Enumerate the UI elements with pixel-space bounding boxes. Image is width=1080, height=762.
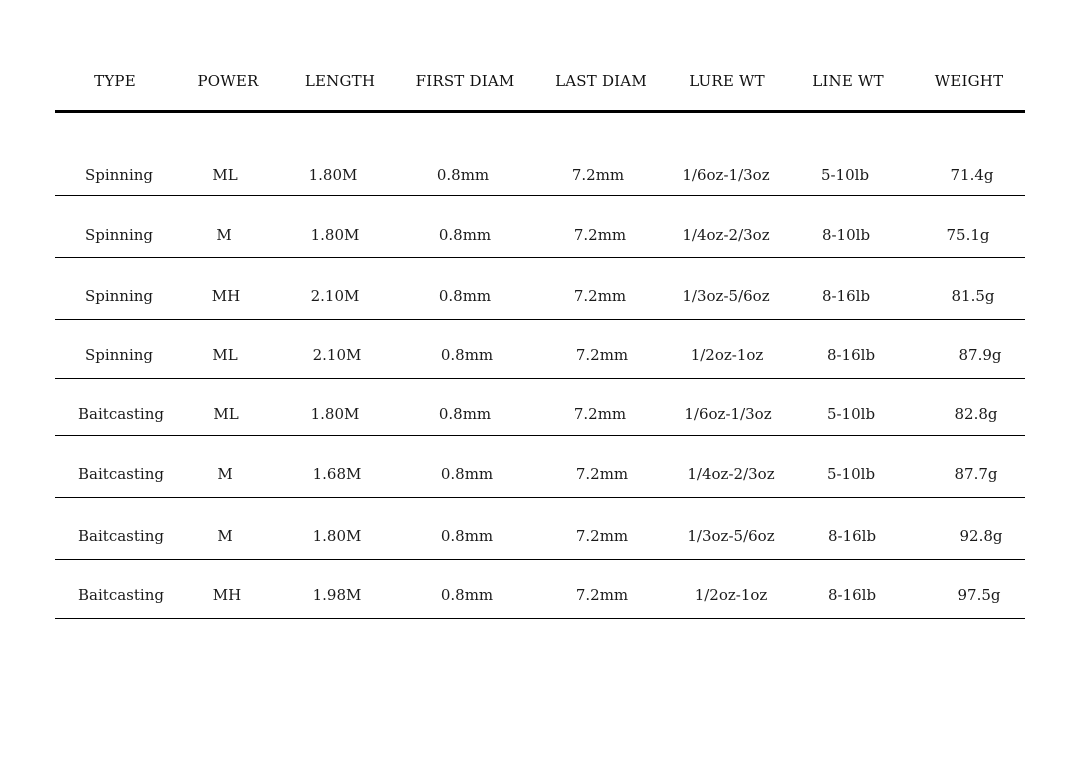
header-type: TYPE <box>94 72 136 90</box>
header-last-diam: LAST DIAM <box>555 72 647 90</box>
cell-line-wt: 8-10lb <box>821 226 871 244</box>
cell-lure-wt: 1/3oz-5/6oz <box>687 527 775 545</box>
cell-last-diam: 7.2mm <box>575 586 629 604</box>
cell-line-wt: 8-16lb <box>826 346 876 364</box>
table-row <box>55 196 1025 258</box>
cell-power: MH <box>212 586 242 604</box>
cell-first-diam: 0.8mm <box>440 527 494 545</box>
cell-length: 1.98M <box>312 586 362 604</box>
table-row <box>55 140 1025 196</box>
cell-first-diam: 0.8mm <box>440 465 494 483</box>
cell-lure-wt: 1/6oz-1/3oz <box>682 166 770 184</box>
cell-first-diam: 0.8mm <box>438 287 492 305</box>
cell-length: 1.80M <box>312 527 362 545</box>
cell-line-wt: 8-16lb <box>827 527 877 545</box>
cell-line-wt: 8-16lb <box>827 586 877 604</box>
table-row <box>55 379 1025 436</box>
header-power: POWER <box>197 72 259 90</box>
cell-weight: 92.8g <box>959 527 1003 545</box>
cell-lure-wt: 1/4oz-2/3oz <box>687 465 775 483</box>
cell-length: 1.68M <box>312 465 362 483</box>
cell-lure-wt: 1/3oz-5/6oz <box>682 287 770 305</box>
cell-lure-wt: 1/2oz-1oz <box>690 346 764 364</box>
cell-weight: 81.5g <box>951 287 995 305</box>
cell-line-wt: 5-10lb <box>826 465 876 483</box>
cell-length: 1.80M <box>310 226 360 244</box>
table-header-row <box>55 68 1025 113</box>
header-lure-wt: LURE WT <box>689 72 765 90</box>
table-row <box>55 258 1025 320</box>
cell-length: 1.80M <box>308 166 358 184</box>
cell-power: ML <box>212 166 238 184</box>
cell-type: Baitcasting <box>78 465 164 483</box>
cell-type: Spinning <box>84 226 154 244</box>
cell-power: MH <box>211 287 241 305</box>
cell-first-diam: 0.8mm <box>440 346 494 364</box>
table-row <box>55 560 1025 619</box>
cell-first-diam: 0.8mm <box>438 405 492 423</box>
cell-length: 2.10M <box>310 287 360 305</box>
cell-last-diam: 7.2mm <box>575 527 629 545</box>
cell-line-wt: 5-10lb <box>826 405 876 423</box>
cell-weight: 87.7g <box>954 465 998 483</box>
header-weight: WEIGHT <box>934 72 1004 90</box>
cell-type: Spinning <box>84 346 154 364</box>
cell-type: Baitcasting <box>78 405 164 423</box>
cell-power: ML <box>213 405 239 423</box>
cell-power: ML <box>212 346 238 364</box>
table-row <box>55 320 1025 379</box>
cell-type: Baitcasting <box>78 527 164 545</box>
table-row <box>55 436 1025 498</box>
cell-first-diam: 0.8mm <box>436 166 490 184</box>
cell-first-diam: 0.8mm <box>438 226 492 244</box>
cell-last-diam: 7.2mm <box>573 405 627 423</box>
cell-lure-wt: 1/6oz-1/3oz <box>684 405 772 423</box>
cell-line-wt: 8-16lb <box>821 287 871 305</box>
cell-weight: 75.1g <box>946 226 990 244</box>
cell-lure-wt: 1/2oz-1oz <box>694 586 768 604</box>
cell-power: M <box>217 527 233 545</box>
table-row <box>55 498 1025 560</box>
cell-length: 1.80M <box>310 405 360 423</box>
cell-weight: 82.8g <box>954 405 998 423</box>
header-line-wt: LINE WT <box>812 72 884 90</box>
cell-power: M <box>217 465 233 483</box>
cell-first-diam: 0.8mm <box>440 586 494 604</box>
cell-weight: 71.4g <box>950 166 994 184</box>
cell-last-diam: 7.2mm <box>575 346 629 364</box>
cell-line-wt: 5-10lb <box>820 166 870 184</box>
cell-weight: 97.5g <box>957 586 1001 604</box>
cell-type: Baitcasting <box>78 586 164 604</box>
cell-type: Spinning <box>84 287 154 305</box>
cell-last-diam: 7.2mm <box>575 465 629 483</box>
cell-power: M <box>216 226 232 244</box>
cell-last-diam: 7.2mm <box>573 287 627 305</box>
cell-last-diam: 7.2mm <box>571 166 625 184</box>
cell-lure-wt: 1/4oz-2/3oz <box>682 226 770 244</box>
header-first-diam: FIRST DIAM <box>415 72 515 90</box>
header-length: LENGTH <box>304 72 376 90</box>
cell-length: 2.10M <box>312 346 362 364</box>
cell-weight: 87.9g <box>958 346 1002 364</box>
cell-last-diam: 7.2mm <box>573 226 627 244</box>
cell-type: Spinning <box>84 166 154 184</box>
